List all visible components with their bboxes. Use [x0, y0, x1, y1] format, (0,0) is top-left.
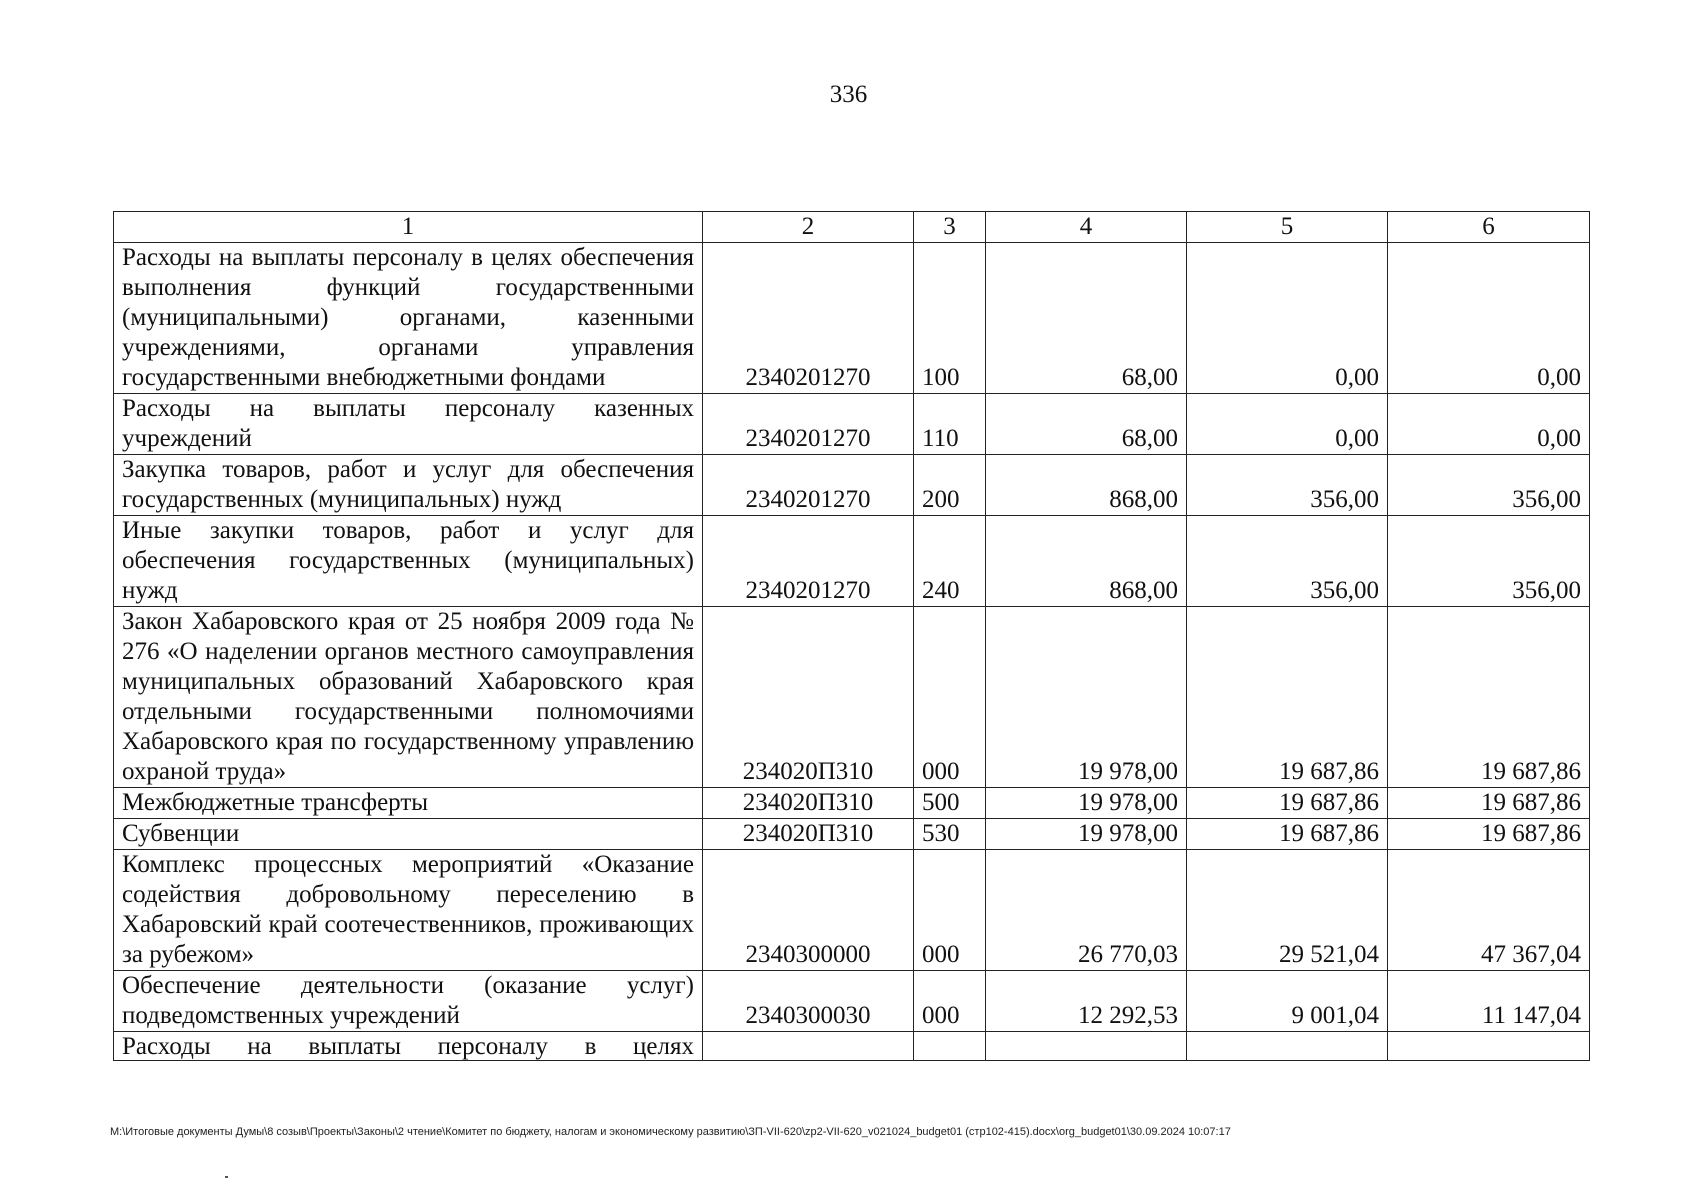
row-name: Расходы на выплаты персоналу казенных учреждений [114, 394, 703, 455]
row-expense-type: 530 [914, 819, 986, 850]
row-value-5: 19 687,86 [1187, 819, 1388, 850]
row-value-5: 356,00 [1187, 455, 1388, 516]
row-expense-type: 100 [914, 243, 986, 394]
row-expense-type: 000 [914, 971, 986, 1032]
table-row [114, 788, 1590, 819]
row-value-5: 0,00 [1187, 394, 1388, 455]
row-expense-type: 240 [914, 516, 986, 607]
row-name: Межбюджетные трансферты [114, 788, 703, 819]
row-target-code: 2340201270 [703, 455, 914, 516]
row-value-4: 19 978,00 [986, 607, 1187, 788]
row-value-4: 19 978,00 [986, 819, 1187, 850]
row-name: Закупка товаров, работ и услуг для обеспечения государственных (муниципальных) нужд [114, 455, 703, 516]
row-name: Обеспечение деятельности (оказание услуг) подведомственных учреждений [114, 971, 703, 1032]
row-value-4: 26 770,03 [986, 850, 1187, 971]
row-value-5: 29 521,04 [1187, 850, 1388, 971]
row-expense-type: 500 [914, 788, 986, 819]
row-value-6 [1388, 1032, 1590, 1061]
column-header-3: 3 [914, 212, 986, 243]
row-value-4: 68,00 [986, 394, 1187, 455]
file-path-footer: M:\Итоговые документы Думы\8 созыв\Проекты\Законы\2 чтение\Комитет по бюджету, налогам и экономическому развитию\ЗП-VII-620\zp2-VII-620_v021024_budget01 (стр102-415).docx\org_budget01\30.09.2024 10:07:17 [110, 1126, 1231, 1138]
row-value-6: 0,00 [1388, 394, 1590, 455]
row-name: Закон Хабаровского края от 25 ноября 2009 года № 276 «О наделении органов местного самоуправления муниципальных образований Хабаровского края отдельными государственными полномочиями Хабаровского края по государственному управлению охраной труда» [114, 607, 703, 788]
row-name: Иные закупки товаров, работ и услуг для обеспечения государственных (муниципальных) нужд [114, 516, 703, 607]
row-expense-type: 200 [914, 455, 986, 516]
row-target-code: 2340201270 [703, 394, 914, 455]
row-value-5: 0,00 [1187, 243, 1388, 394]
table-row [114, 455, 1590, 516]
row-value-4: 868,00 [986, 516, 1187, 607]
column-header-6: 6 [1388, 212, 1590, 243]
row-name: Расходы на выплаты персоналу в целях [114, 1032, 703, 1061]
row-value-5: 19 687,86 [1187, 607, 1388, 788]
row-name: Комплекс процессных мероприятий «Оказание содействия добровольному переселению в Хабаровский край соотечественников, проживающих за рубежом» [114, 850, 703, 971]
row-target-code: 2340201270 [703, 243, 914, 394]
row-value-5: 356,00 [1187, 516, 1388, 607]
table-row [114, 971, 1590, 1032]
row-target-code: 2340300030 [703, 971, 914, 1032]
row-value-6: 19 687,86 [1388, 607, 1590, 788]
table-row [114, 516, 1590, 607]
table-row [114, 850, 1590, 971]
column-header-2: 2 [703, 212, 914, 243]
row-expense-type: 000 [914, 607, 986, 788]
row-expense-type: 110 [914, 394, 986, 455]
row-value-4: 868,00 [986, 455, 1187, 516]
column-header-5: 5 [1187, 212, 1388, 243]
row-value-6: 356,00 [1388, 516, 1590, 607]
column-header-4: 4 [986, 212, 1187, 243]
row-value-5: 19 687,86 [1187, 788, 1388, 819]
table-row [114, 607, 1590, 788]
row-target-code: 2340201270 [703, 516, 914, 607]
row-value-6: 19 687,86 [1388, 819, 1590, 850]
table-header-row [114, 212, 1590, 243]
row-name: Субвенции [114, 819, 703, 850]
row-value-6: 356,00 [1388, 455, 1590, 516]
column-header-1: 1 [114, 212, 703, 243]
row-value-4: 68,00 [986, 243, 1187, 394]
row-value-6: 47 367,04 [1388, 850, 1590, 971]
row-target-code: 234020П310 [703, 819, 914, 850]
row-value-4 [986, 1032, 1187, 1061]
scan-speck [225, 1176, 228, 1178]
table-row [114, 819, 1590, 850]
table-row [114, 394, 1590, 455]
row-value-6: 0,00 [1388, 243, 1590, 394]
table-row [114, 1032, 1590, 1061]
row-value-6: 11 147,04 [1388, 971, 1590, 1032]
row-name: Расходы на выплаты персоналу в целях обеспечения выполнения функций государственными (муниципальными) органами, казенными учреждениями, органами управления государственными внебюджетными фондами [114, 243, 703, 394]
row-value-5 [1187, 1032, 1388, 1061]
row-target-code: 234020П310 [703, 607, 914, 788]
row-value-6: 19 687,86 [1388, 788, 1590, 819]
row-target-code [703, 1032, 914, 1061]
row-target-code: 234020П310 [703, 788, 914, 819]
row-expense-type [914, 1032, 986, 1061]
page-number: 336 [829, 81, 868, 108]
table-row [114, 243, 1590, 394]
row-value-4: 19 978,00 [986, 788, 1187, 819]
budget-table [113, 211, 1590, 1061]
row-value-4: 12 292,53 [986, 971, 1187, 1032]
row-target-code: 2340300000 [703, 850, 914, 971]
row-expense-type: 000 [914, 850, 986, 971]
row-value-5: 9 001,04 [1187, 971, 1388, 1032]
